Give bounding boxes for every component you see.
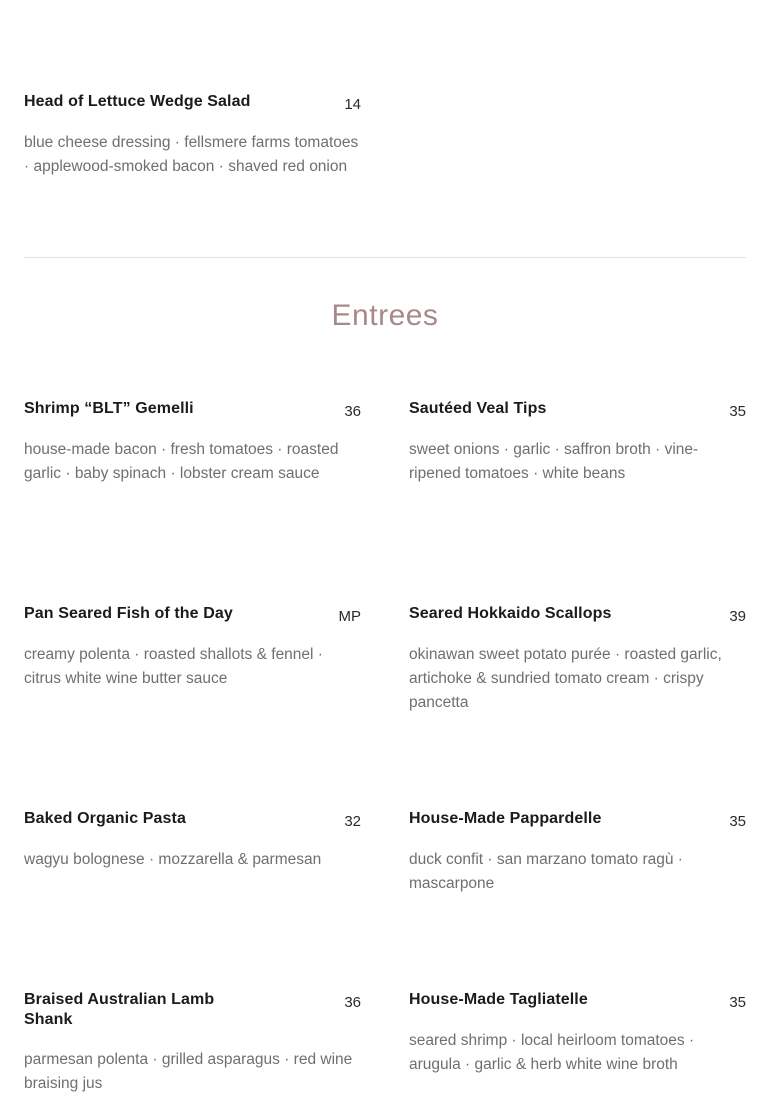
menu-item-wedge-salad [24, 92, 361, 179]
menu-item-name: Braised Australian Lamb Shank [24, 991, 215, 1028]
menu-item-name: Shrimp “BLT” Gemelli [24, 400, 194, 417]
menu-item-header [24, 990, 361, 1028]
menu-item-price: 35 [729, 403, 746, 420]
menu-item-pappardelle [409, 809, 746, 896]
menu-item-name: Seared Hokkaido Scallops [409, 605, 612, 622]
menu-item-baked-organic-pasta [24, 809, 361, 872]
menu-item-price: 35 [729, 994, 746, 1011]
menu-item-price: 14 [344, 96, 361, 113]
menu-item-price: 35 [729, 813, 746, 830]
menu-item-name: Head of Lettuce Wedge Salad [24, 93, 251, 110]
menu-item-description: okinawan sweet potato purée · roasted garlic, artichoke & sundried tomato cream · crispy pancetta [409, 646, 722, 711]
menu-item-header [409, 809, 746, 829]
menu-item-price: 36 [344, 994, 361, 1011]
menu-item-description: seared shrimp · local heirloom tomatoes · arugula · garlic & herb white wine broth [409, 1032, 695, 1073]
menu-item-header [409, 604, 746, 624]
menu-item-header [24, 809, 361, 829]
menu-item-header [24, 92, 361, 112]
menu-item-price: 36 [344, 403, 361, 420]
menu-item-description: duck confit · san marzano tomato ragù · mascarpone [409, 851, 683, 892]
menu-item-header [24, 399, 361, 419]
menu-item-price: MP [338, 608, 361, 625]
menu-item-name: House-Made Tagliatelle [409, 991, 588, 1008]
menu-item-header [24, 604, 361, 624]
menu-item-description: wagyu bolognese · mozzarella & parmesan [24, 851, 322, 868]
menu-item-name: House-Made Pappardelle [409, 810, 602, 827]
menu-item-header [409, 399, 746, 419]
menu-item-veal-tips [409, 399, 746, 486]
section-title-entrees: Entrees [331, 299, 439, 332]
menu-item-price: 32 [344, 813, 361, 830]
menu-item-name: Sautéed Veal Tips [409, 400, 547, 417]
menu-item-hokkaido-scallops [409, 604, 746, 715]
menu-item-description: parmesan polenta · grilled asparagus · red wine braising jus [24, 1051, 353, 1092]
menu-item-fish-of-the-day [24, 604, 361, 691]
menu-item-price: 39 [729, 608, 746, 625]
section-divider [24, 257, 746, 258]
menu-item-description: house-made bacon · fresh tomatoes · roasted garlic · baby spinach · lobster cream sauce [24, 441, 339, 482]
menu-item-description: creamy polenta · roasted shallots & fennel · citrus white wine butter sauce [24, 646, 323, 687]
menu-item-name: Pan Seared Fish of the Day [24, 605, 233, 622]
menu-item-shrimp-gemelli [24, 399, 361, 486]
menu-item-header [409, 990, 746, 1010]
menu-item-tagliatelle [409, 990, 746, 1077]
menu-item-description: sweet onions · garlic · saffron broth · vine-ripened tomatoes · white beans [409, 441, 699, 482]
menu-item-name: Baked Organic Pasta [24, 810, 186, 827]
menu-item-lamb-shank [24, 990, 361, 1096]
menu-item-description: blue cheese dressing · fellsmere farms tomatoes · applewood-smoked bacon · shaved red onion [24, 134, 359, 175]
